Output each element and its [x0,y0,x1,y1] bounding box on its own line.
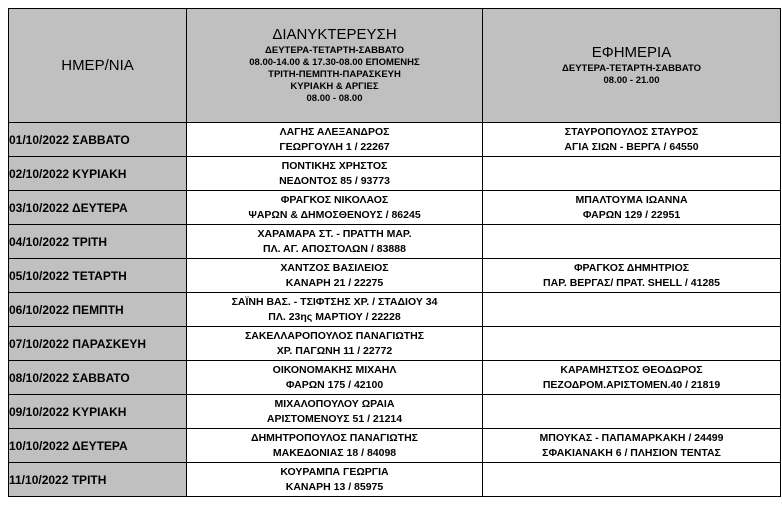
header-date-label: ΗΜΕΡ/ΝΙΑ [61,56,134,74]
row-date: 08/10/2022 ΣΑΒΒΑΤΟ [9,361,187,395]
night-pharmacy-cell [187,191,483,225]
day-pharmacy-name: ΣΤΑΥΡΟΠΟΥΛΟΣ ΣΤΑΥΡΟΣ [564,125,699,138]
header-day-line: 08.00 - 21.00 [603,75,660,86]
row-date: 02/10/2022 ΚΥΡΙΑΚΗ [9,157,187,191]
row-date: 07/10/2022 ΠΑΡΑΣΚΕΥΗ [9,327,187,361]
night-pharmacy-address: ΨΑΡΩΝ & ΔΗΜΟΣΘΕΝΟΥΣ / 86245 [248,208,421,221]
header-night-line: 08.00 - 08.00 [306,93,363,104]
night-pharmacy-name: ΟΙΚΟΝΟΜΑΚΗΣ ΜΙΧΑΗΛ [272,363,397,376]
night-pharmacy-address: ΠΛ. ΑΓ. ΑΠΟΣΤΟΛΩΝ / 83888 [263,242,406,255]
night-pharmacy-cell [187,157,483,191]
night-pharmacy-cell [187,361,483,395]
header-night-line: 08.00-14.00 & 17.30-08.00 ΕΠΟΜΕΝΗΣ [249,57,420,68]
day-pharmacy-cell [483,395,781,429]
night-pharmacy-name: ΠΟΝΤΙΚΗΣ ΧΡΗΣΤΟΣ [281,159,388,172]
night-pharmacy-address: ΚΑΝΑΡΗ 21 / 22275 [285,276,384,289]
day-pharmacy-address: ΣΦΑΚΙΑΝΑΚΗ 6 / ΠΛΗΣΙΟΝ ΤΕΝΤΑΣ [542,446,721,459]
day-pharmacy-cell [483,157,781,191]
row-date: 06/10/2022 ΠΕΜΠΤΗ [9,293,187,327]
table-row [9,293,781,327]
day-pharmacy-cell [483,293,781,327]
table-row [9,463,781,497]
night-pharmacy-name: ΧΑΡΑΜΑΡΑ ΣΤ. - ΠΡΑΤΤΗ ΜΑΡ. [257,227,412,240]
day-pharmacy-cell [483,191,781,225]
header-night-line: ΔΕΥΤΕΡΑ-ΤΕΤΑΡΤΗ-ΣΑΒΒΑΤΟ [265,45,404,56]
night-pharmacy-address: ΦΑΡΩΝ 175 / 42100 [285,378,384,391]
night-pharmacy-address: ΑΡΙΣΤΟΜΕΝΟΥΣ 51 / 21214 [266,412,403,425]
night-pharmacy-address: ΜΑΚΕΔΟΝΙΑΣ 18 / 84098 [272,446,397,459]
row-date: 04/10/2022 ΤΡΙΤΗ [9,225,187,259]
day-pharmacy-cell [483,429,781,463]
night-pharmacy-cell [187,293,483,327]
day-pharmacy-cell [483,123,781,157]
table-row [9,123,781,157]
header-day-title: ΕΦΗΜΕΡΙΑ [591,44,672,61]
header-day [483,9,781,123]
row-date: 03/10/2022 ΔΕΥΤΕΡΑ [9,191,187,225]
day-pharmacy-cell [483,225,781,259]
table-row [9,395,781,429]
schedule-rows [9,123,781,497]
night-pharmacy-cell [187,463,483,497]
day-pharmacy-cell [483,361,781,395]
table-row [9,191,781,225]
night-pharmacy-cell [187,429,483,463]
night-pharmacy-address: ΧΡ. ΠΑΓΩΝΗ 11 / 22772 [276,344,393,357]
row-date: 10/10/2022 ΔΕΥΤΕΡΑ [9,429,187,463]
day-pharmacy-address: ΦΑΡΩΝ 129 / 22951 [582,208,681,221]
day-pharmacy-name: ΜΠΟΥΚΑΣ - ΠΑΠΑΜΑΡΚΑΚΗ / 24499 [539,431,724,444]
day-pharmacy-address: ΑΓΙΑ ΣΙΩΝ - ΒΕΡΓΑ / 64550 [564,140,699,153]
day-pharmacy-name: ΚΑΡΑΜΗΣΤΣΟΣ ΘΕΟΔΩΡΟΣ [560,363,703,376]
night-pharmacy-address: ΝΕΔΟΝΤΟΣ 85 / 93773 [279,174,390,187]
table-header [9,9,781,123]
night-pharmacy-name: ΚΟΥΡΑΜΠΑ ΓΕΩΡΓΙΑ [280,465,389,478]
header-date [9,9,187,123]
night-pharmacy-cell [187,327,483,361]
night-pharmacy-name: ΔΗΜΗΤΡΟΠΟΥΛΟΣ ΠΑΝΑΓΙΩΤΗΣ [251,431,418,444]
night-pharmacy-name: ΜΙΧΑΛΟΠΟΥΛΟΥ ΩΡΑΙΑ [274,397,395,410]
day-pharmacy-name: ΜΠΑΛΤΟΥΜΑ ΙΩΑΝΝΑ [575,193,688,206]
table-row [9,259,781,293]
night-pharmacy-address: ΠΛ. 23ης ΜΑΡΤΙΟΥ / 22228 [268,310,401,323]
night-pharmacy-cell [187,225,483,259]
header-night-title: ΔΙΑΝΥΚΤΕΡΕΥΣΗ [272,26,397,43]
header-night-line: ΚΥΡΙΑΚΗ & ΑΡΓΙΕΣ [290,81,379,92]
night-pharmacy-name: ΣΑΚΕΛΛΑΡΟΠΟΥΛΟΣ ΠΑΝΑΓΙΩΤΗΣ [244,329,425,342]
night-pharmacy-address: ΚΑΝΑΡΗ 13 / 85975 [285,480,384,493]
night-pharmacy-cell [187,259,483,293]
table-row [9,429,781,463]
night-pharmacy-name: ΣΑΪΝΗ ΒΑΣ. - ΤΣΙΦΤΣΗΣ ΧΡ. / ΣΤΑΔΙΟΥ 34 [231,295,438,308]
day-pharmacy-address: ΠΑΡ. ΒΕΡΓΑΣ/ ΠΡΑΤ. SHELL / 41285 [543,276,720,289]
row-date: 01/10/2022 ΣΑΒΒΑΤΟ [9,123,187,157]
night-pharmacy-name: ΛΑΓΗΣ ΑΛΕΞΑΝΔΡΟΣ [279,125,390,138]
table-row [9,327,781,361]
night-pharmacy-name: ΦΡΑΓΚΟΣ ΝΙΚΟΛΑΟΣ [280,193,389,206]
header-day-line: ΔΕΥΤΕΡΑ-ΤΕΤΑΡΤΗ-ΣΑΒΒΑΤΟ [562,63,701,74]
day-pharmacy-name: ΦΡΑΓΚΟΣ ΔΗΜΗΤΡΙΟΣ [573,261,690,274]
row-date: 09/10/2022 ΚΥΡΙΑΚΗ [9,395,187,429]
header-night-line: ΤΡΙΤΗ-ΠΕΜΠΤΗ-ΠΑΡΑΣΚΕΥΗ [268,69,401,80]
header-night [187,9,483,123]
pharmacy-schedule-table [8,8,781,497]
day-pharmacy-address: ΠΕΖΟΔΡΟΜ.ΑΡΙΣΤΟΜΕΝ.40 / 21819 [542,378,721,391]
night-pharmacy-address: ΓΕΩΡΓΟΥΛΗ 1 / 22267 [279,140,390,153]
table-row [9,361,781,395]
night-pharmacy-name: ΧΑΝΤΖΟΣ ΒΑΣΙΛΕΙΟΣ [280,261,389,274]
night-pharmacy-cell [187,395,483,429]
day-pharmacy-cell [483,327,781,361]
row-date: 11/10/2022 ΤΡΙΤΗ [9,463,187,497]
night-pharmacy-cell [187,123,483,157]
row-date: 05/10/2022 ΤΕΤΑΡΤΗ [9,259,187,293]
day-pharmacy-cell [483,463,781,497]
table-row [9,157,781,191]
table-row [9,225,781,259]
day-pharmacy-cell [483,259,781,293]
